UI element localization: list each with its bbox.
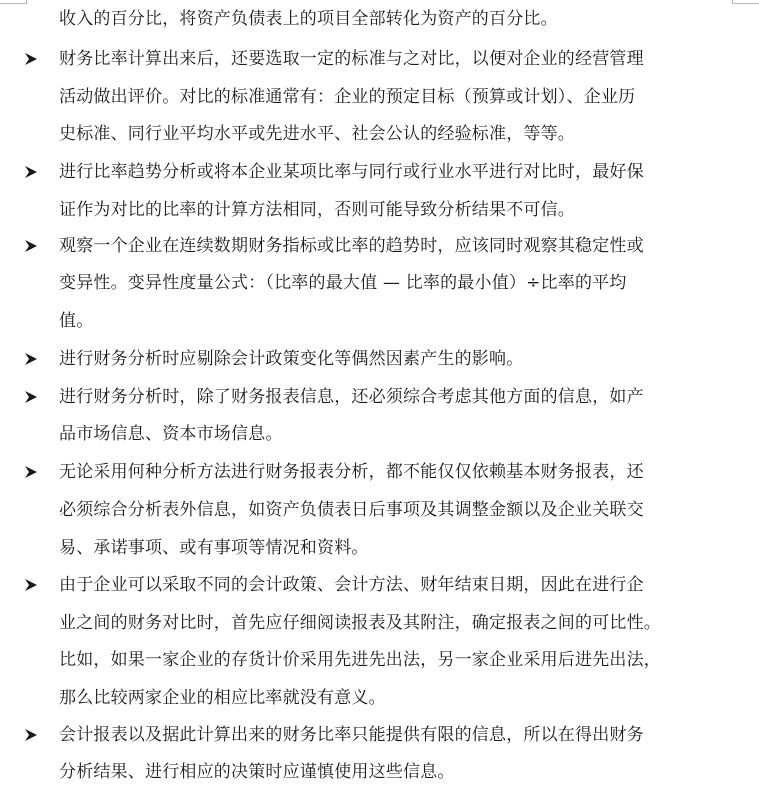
arrowhead-bullet-icon xyxy=(24,573,40,597)
arrowhead-bullet-icon xyxy=(24,460,40,484)
page-corner-mark-left xyxy=(0,0,27,4)
bullet-text-line: 由于企业可以采取不同的会计政策、会计方法、财年结束日期，因此在进行企 xyxy=(59,575,644,595)
bullet-text-line: 无论采用何种分析方法进行财务报表分析，都不能仅仅依赖基本财务报表，还 xyxy=(59,462,644,482)
arrowhead-bullet-icon xyxy=(24,47,40,71)
bullet-text-line: 史标准、同行业平均水平或先进水平、社会公认的经验标准，等等。 xyxy=(59,124,575,144)
arrowhead-bullet-icon xyxy=(24,160,40,184)
arrowhead-bullet-icon xyxy=(24,234,40,258)
bullet-text-line: 活动做出评价。对比的标准通常有：企业的预定目标（预算或计划）、企业历 xyxy=(59,87,636,107)
bullet-text-line: 观察一个企业在连续数期财务指标或比率的趋势时，应该同时观察其稳定性或 xyxy=(59,236,644,256)
page-corner-mark-right xyxy=(732,0,759,4)
bullet-text-line: 那么比较两家企业的相应比率就没有意义。 xyxy=(59,688,386,708)
bullet-text-line: 证作为对比的比率的计算方法相同，否则可能导致分析结果不可信。 xyxy=(59,200,575,220)
bullet-text-line: 业之间的财务对比时，首先应仔细阅读报表及其附注，确定报表之间的可比性。 xyxy=(59,613,661,633)
bullet-text-line: 比如，如果一家企业的存货计价采用先进先出法，另一家企业采用后进先出法， xyxy=(59,650,661,670)
bullet-text-line: 必须综合分析表外信息，如资产负债表日后事项及其调整金额以及企业关联交 xyxy=(59,500,644,520)
arrowhead-bullet-icon xyxy=(24,347,40,371)
bullet-text-line: 值。 xyxy=(59,311,94,331)
bullet-text-line: 变异性。变异性度量公式：（比率的最大值 — 比率的最小值）÷比率的平均 xyxy=(59,273,627,293)
bullet-text-line: 进行财务分析时应剔除会计政策变化等偶然因素产生的影响。 xyxy=(59,349,524,369)
bullet-text-line: 进行财务分析时，除了财务报表信息，还必须综合考虑其他方面的信息，如产 xyxy=(59,387,644,407)
arrowhead-bullet-icon xyxy=(24,385,40,409)
bullet-text-line: 易、承诺事项、或有事项等情况和资料。 xyxy=(59,538,369,558)
bullet-text-line: 会计报表以及据此计算出来的财务比率只能提供有限的信息，所以在得出财务 xyxy=(59,725,644,745)
bullet-text-line: 财务比率计算出来后，还要选取一定的标准与之对比，以便对企业的经营管理 xyxy=(59,49,644,69)
bullet-text-line: 品市场信息、资本市场信息。 xyxy=(59,424,283,444)
bullet-text-line: 分析结果、进行相应的决策时应谨慎使用这些信息。 xyxy=(59,762,455,782)
arrowhead-bullet-icon xyxy=(24,723,40,747)
bullet-text-line: 进行比率趋势分析或将本企业某项比率与同行或行业水平进行对比时，最好保 xyxy=(59,162,644,182)
lead-text-line: 收入的百分比，将资产负债表上的项目全部转化为资产的百分比。 xyxy=(59,9,558,29)
